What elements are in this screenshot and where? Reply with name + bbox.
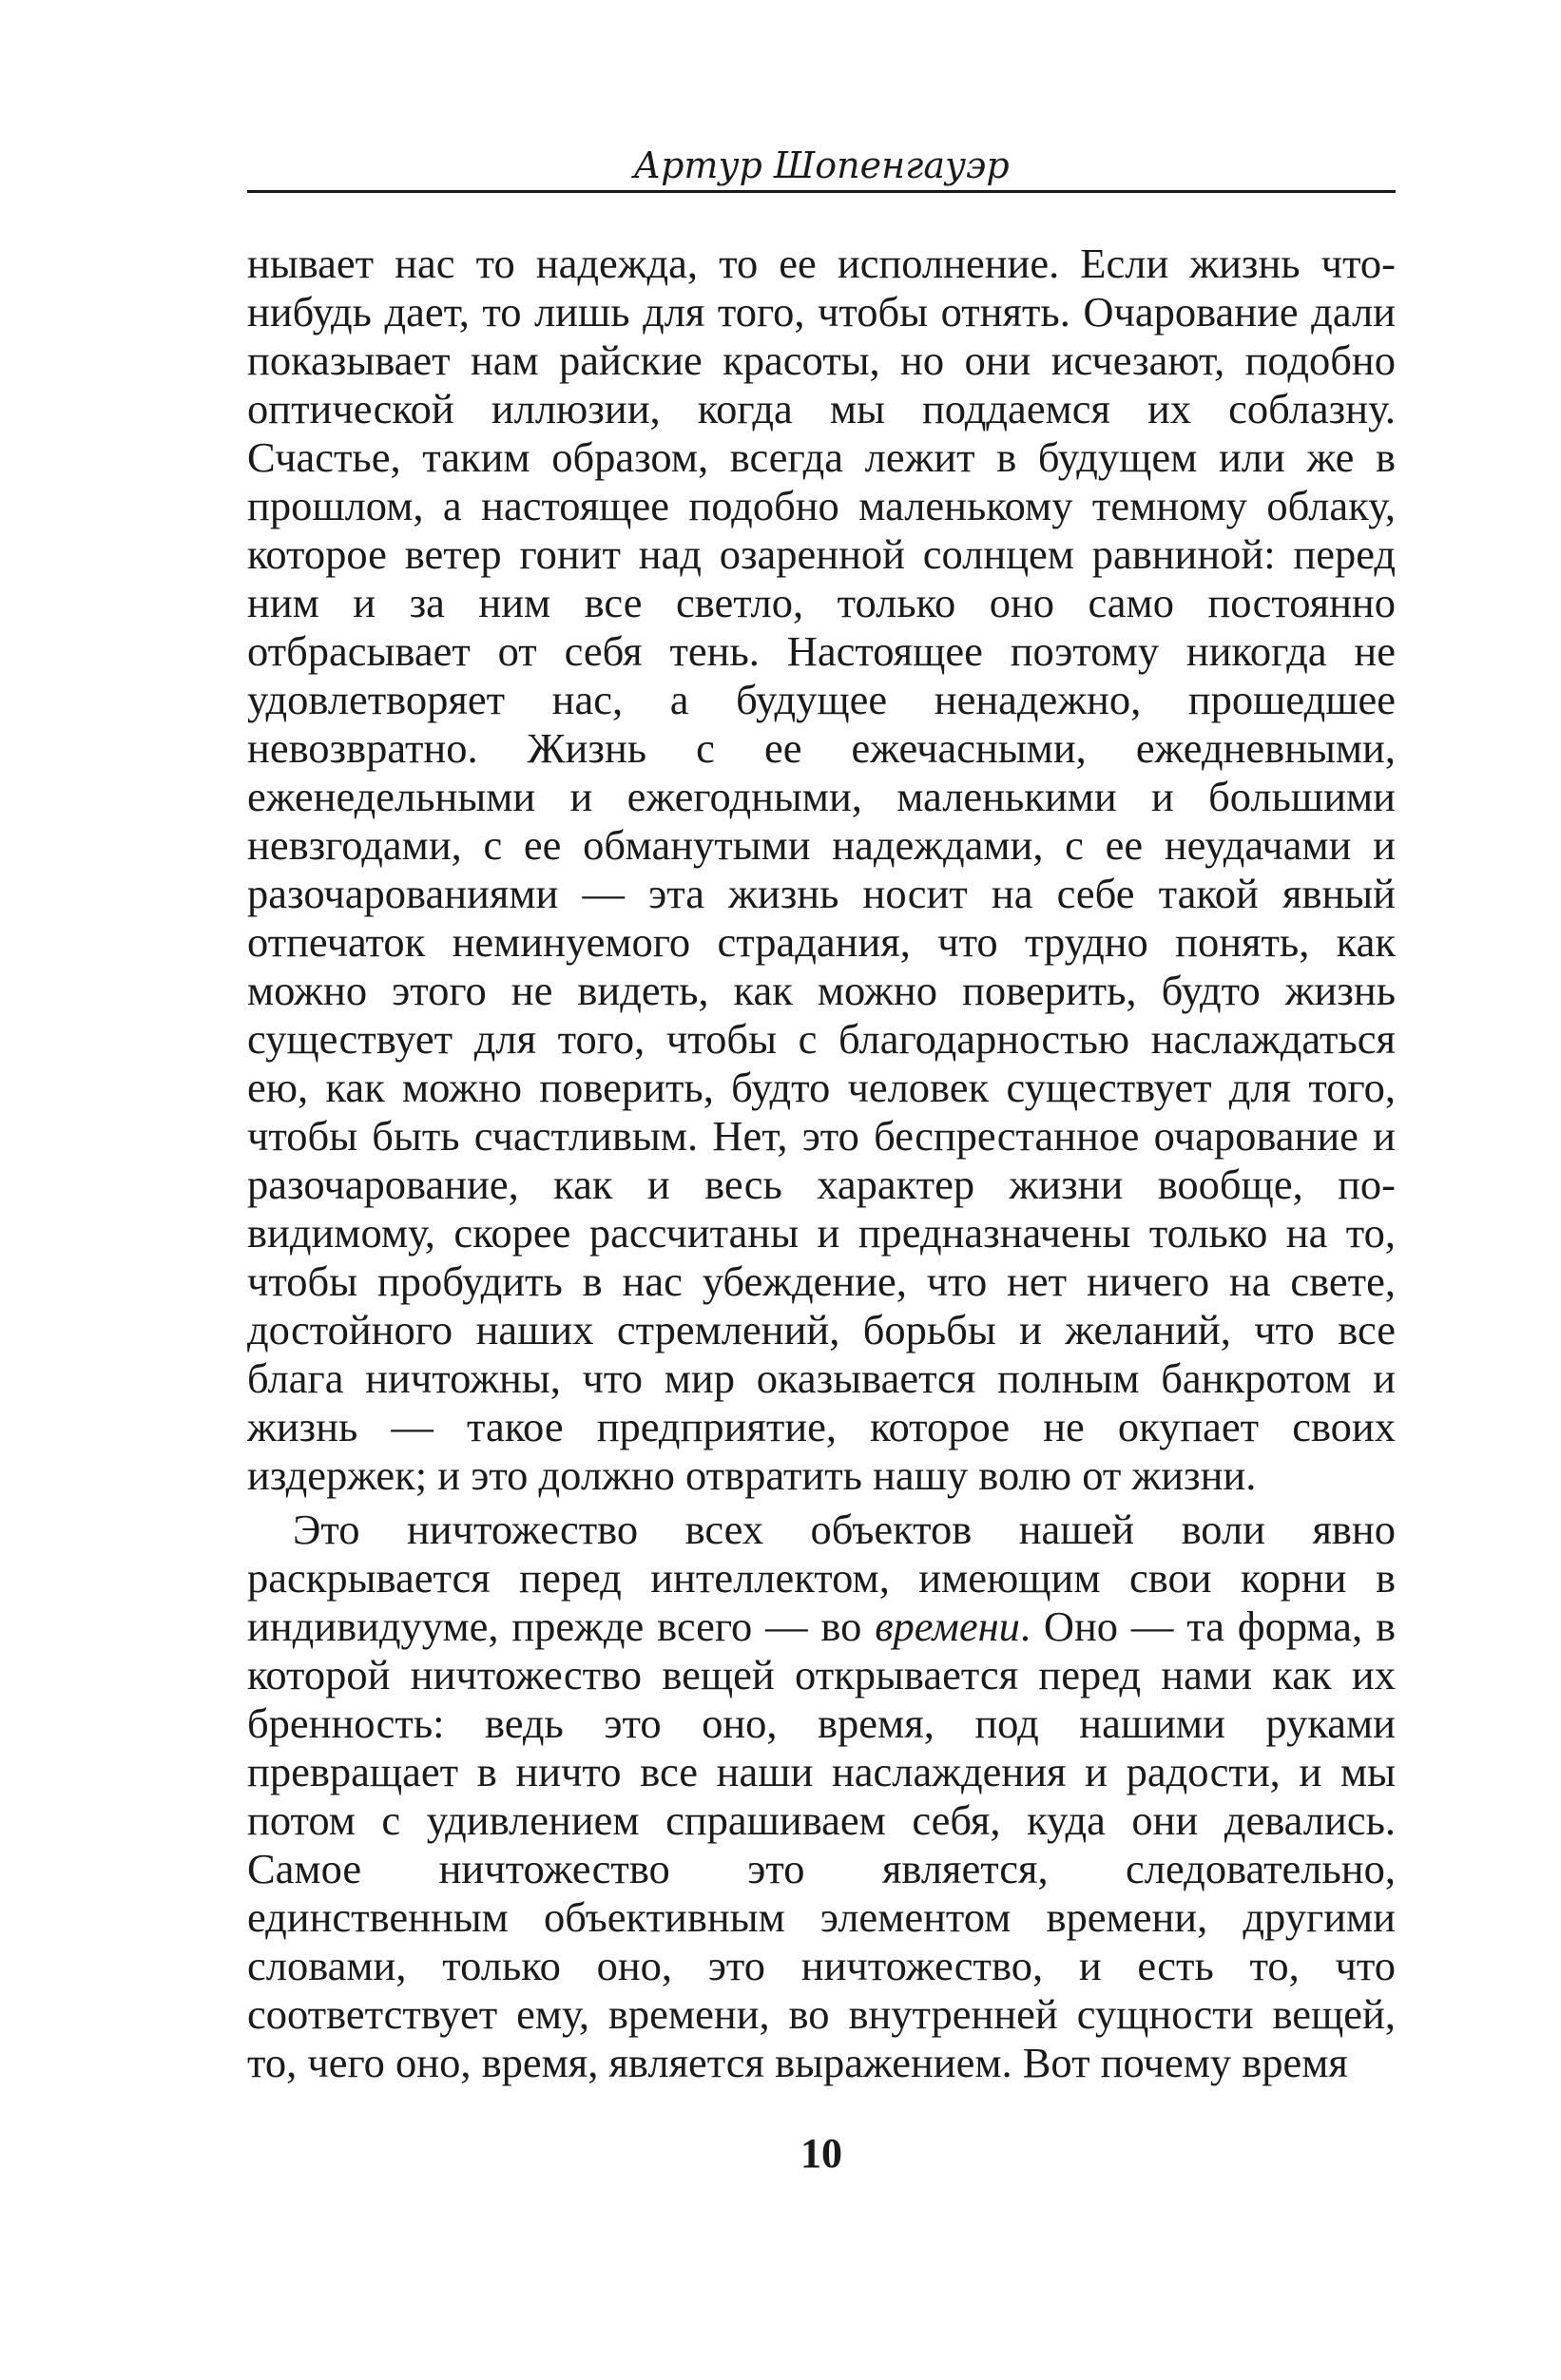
paragraph-2	[247, 1506, 1396, 2087]
paragraph-1: нывает нас то надежда, то ее исполнение. Если жизнь что-нибудь дает, то лишь для того, чтобы отнять. Очарование дали показывает нам райские красоты, но они исчезают, подобно оптической иллюзии, когда мы поддаемся их соблазну. Счастье, таким образом, всегда лежит в будущем или же в прошлом, а настоящее подобно маленькому темному облаку, которое ветер гонит над озаренной солнцем равниной: перед ним и за ним все светло, только оно само постоянно отбрасывает от себя тень. Настоящее поэтому никогда не удовлетворяет нас, а будущее ненадежно, прошедшее невозвратно. Жизнь с ее ежечасными, ежедневными, еженедельными и ежегодными, маленькими и большими невзгодами, с ее обманутыми надеждами, с ее неудачами и разочарованиями — эта жизнь носит на себе такой явный отпечаток неминуемого страдания, что трудно понять, как можно этого не видеть, как можно поверить, будто жизнь существует для того, чтобы с благодарностью наслаждаться ею, как можно поверить, будто человек существует для того, чтобы быть счастливым. Нет, это беспрестанное очарование и разочарование, как и весь характер жизни вообще, по-видимому, скорее рассчитаны и предназначены только на то, чтобы пробудить в нас убеждение, что нет ничего на свете, достойного наших стремлений, борьбы и желаний, что все блага ничтожны, что мир оказывается полным банкротом и жизнь — такое предприятие, которое не окупает своих издержек; и это должно отвратить нашу волю от жизни.	[247, 240, 1396, 1499]
paragraph-2-emphasis: времени	[875, 1603, 1020, 1650]
body-text	[247, 240, 1396, 2087]
page-number: 10	[800, 2130, 842, 2177]
paragraph-2-lead: Это ничтожество всех объектов нашей воли явно раскрывается перед интеллектом, имеющим свои корни в индивидууме, прежде всего — во	[247, 1506, 1396, 1650]
running-header: Артур Шопенгауэр	[633, 144, 1010, 186]
paragraph-2-rest: . Оно — та форма, в которой ничтожество вещей открывается перед нами как их бренность: ведь это оно, время, под нашими руками превращает в ничто все наши наслаждения и радости, и мы потом с удивлением спрашиваем себя, куда они девались. Самое ничтожество это является, следовательно, единственным объективным элементом времени, другими словами, только оно, это ничтожество, и есть то, что соответствует ему, времени, во внутренней сущности вещей, то, чего оно, время, является выражением. Вот почему время	[247, 1603, 1396, 2086]
header-rule	[247, 190, 1396, 193]
